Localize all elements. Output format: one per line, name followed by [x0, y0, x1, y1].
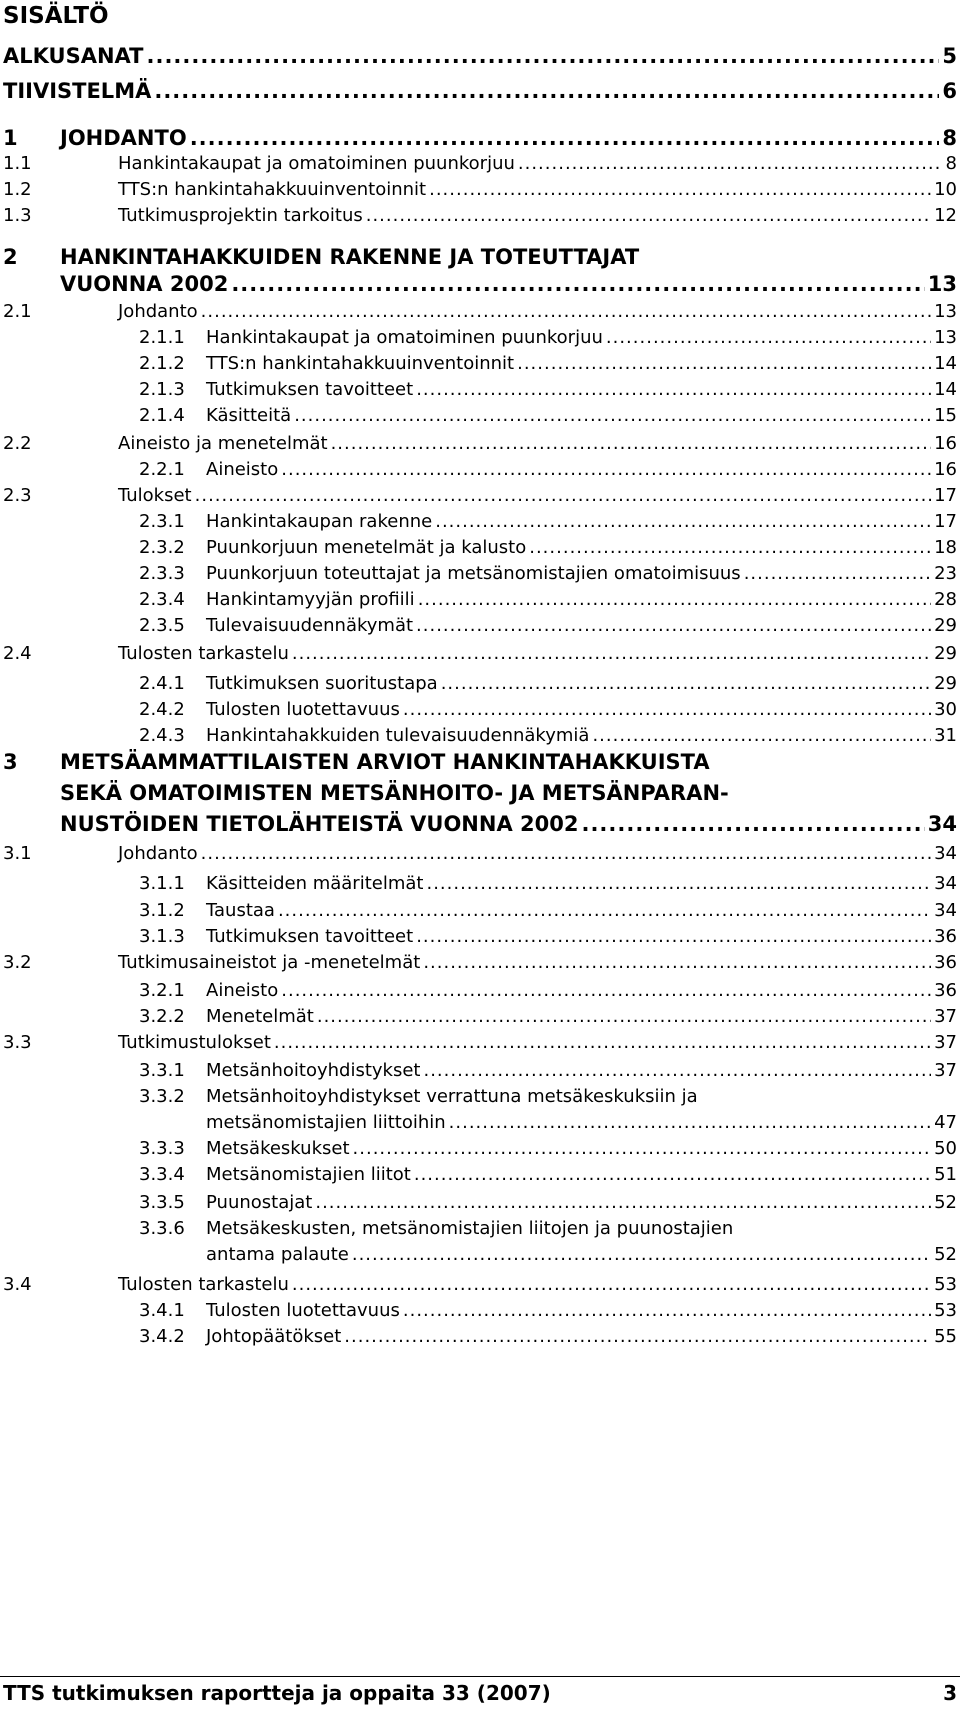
toc-entry-line[interactable]	[60, 779, 729, 807]
toc-leader-dots	[435, 508, 931, 536]
toc-entry-number: 3.4	[3, 1274, 32, 1295]
toc-entry-page: 13	[934, 301, 957, 322]
toc-entry-page: 14	[934, 379, 957, 400]
toc-leader-dots	[529, 534, 931, 562]
toc-entry-page: 51	[934, 1164, 957, 1185]
toc-entry[interactable]	[139, 586, 957, 614]
toc-leader-dots	[231, 270, 924, 298]
toc-leader-dots	[190, 124, 940, 152]
toc-entry-number: 2.1.2	[139, 353, 185, 374]
toc-entry[interactable]	[139, 670, 957, 698]
toc-entry-page: 28	[934, 589, 957, 610]
toc-entry[interactable]	[139, 324, 957, 352]
toc-entry-number: 2.1.3	[139, 379, 185, 400]
toc-leader-dots	[294, 402, 931, 430]
toc-entry-page: 5	[942, 44, 957, 68]
toc-leader-dots	[403, 696, 931, 724]
toc-entry-number: 2	[3, 245, 18, 269]
toc-entry-title: Metsäkeskukset	[206, 1138, 350, 1159]
toc-entry[interactable]	[3, 298, 957, 326]
toc-leader-dots	[317, 1003, 931, 1031]
toc-entry-title: Metsäkeskusten, metsänomistajien liitojen ja puunostajien	[206, 1218, 734, 1239]
toc-entry-title: metsänomistajien liittoihin	[206, 1112, 446, 1133]
toc-entry-title: Käsitteitä	[206, 405, 292, 426]
toc-entry-title: JOHDANTO	[60, 126, 187, 150]
toc-entry-number: 3.2.1	[139, 980, 185, 1001]
toc-entry-number: 3.4.1	[139, 1300, 185, 1321]
toc-leader-dots	[581, 810, 924, 838]
toc-entry-page: 36	[934, 952, 957, 973]
toc-entry-page: 16	[934, 459, 957, 480]
toc-entry-title: Puunostajat	[206, 1192, 313, 1213]
toc-entry-number: 3.1.1	[139, 873, 185, 894]
toc-entry[interactable]	[139, 1297, 957, 1325]
toc-entry[interactable]	[3, 77, 957, 105]
toc-entry-title: ALKUSANAT	[3, 44, 144, 68]
toc-entry-title: Tulosten tarkastelu	[118, 1274, 289, 1295]
toc-leader-dots	[414, 1161, 931, 1189]
toc-entry-line[interactable]	[139, 1215, 733, 1243]
toc-leader-dots	[278, 897, 931, 925]
toc-entry[interactable]	[139, 1135, 957, 1163]
toc-entry-page: 36	[934, 980, 957, 1001]
toc-entry-title: Tutkimusprojektin tarkoitus	[118, 205, 363, 226]
toc-entry-title: Hankintamyyjän profiili	[206, 589, 415, 610]
toc-entry-line[interactable]	[3, 243, 639, 271]
toc-entry[interactable]	[139, 1161, 957, 1189]
toc-entry-number: 2.3.2	[139, 537, 185, 558]
toc-entry-number: 3.1	[3, 843, 32, 864]
toc-entry-page: 17	[934, 485, 957, 506]
toc-entry[interactable]	[139, 897, 957, 925]
toc-entry-number: 3.3	[3, 1032, 32, 1053]
toc-entry-page: 8	[945, 153, 957, 174]
toc-leader-dots	[366, 202, 931, 230]
toc-entry-page: 13	[934, 327, 957, 348]
toc-entry-page: 36	[934, 926, 957, 947]
toc-leader-dots	[517, 350, 931, 378]
toc-entry-title: Tutkimusaineistot ja -menetelmät	[118, 952, 421, 973]
toc-entry[interactable]	[3, 430, 957, 458]
toc-entry[interactable]	[139, 350, 957, 378]
toc-entry-title: TTS:n hankintahakkuuinventoinnit	[206, 353, 515, 374]
toc-entry[interactable]	[3, 124, 957, 152]
toc-entry-number: 3.3.6	[139, 1218, 185, 1239]
toc-entry-page: 47	[934, 1112, 957, 1133]
toc-entry[interactable]	[139, 1323, 957, 1351]
toc-leader-dots	[292, 640, 931, 668]
toc-entry-page: 13	[927, 272, 957, 296]
toc-leader-dots	[606, 324, 931, 352]
toc-entry-title: Hankintakaupat ja omatoiminen puunkorjuu	[118, 153, 515, 174]
footer-publication: TTS tutkimuksen raportteja ja oppaita 33 (2007)	[3, 1681, 551, 1705]
toc-entry-title: HANKINTAHAKKUIDEN RAKENNE JA TOTEUTTAJAT	[60, 245, 640, 269]
toc-entry-page: 34	[927, 812, 957, 836]
toc-entry[interactable]	[3, 482, 957, 510]
toc-entry-number: 2.3.3	[139, 563, 185, 584]
toc-entry-number: 2.1	[3, 301, 32, 322]
toc-leader-dots	[201, 298, 931, 326]
toc-leader-dots	[353, 1135, 932, 1163]
toc-entry-number: 2.4	[3, 643, 32, 664]
toc-entry-title: Käsitteiden määritelmät	[206, 873, 424, 894]
toc-entry[interactable]	[139, 722, 957, 750]
page-title: SISÄLTÖ	[3, 3, 109, 29]
toc-entry-title: Tulosten luotettavuus	[206, 1300, 400, 1321]
toc-entry-line[interactable]	[3, 748, 710, 776]
toc-leader-dots	[281, 977, 931, 1005]
toc-entry-title: Johdanto	[118, 301, 198, 322]
toc-entry[interactable]	[139, 456, 957, 484]
toc-entry-page: 12	[934, 205, 957, 226]
toc-leader-dots	[441, 670, 931, 698]
toc-entry-title: antama palaute	[206, 1244, 349, 1265]
toc-entry[interactable]	[206, 1241, 957, 1269]
toc-entry-number: 2.3.1	[139, 511, 185, 532]
toc-entry-page: 52	[934, 1192, 957, 1213]
toc-entry-page: 15	[934, 405, 957, 426]
toc-leader-dots	[449, 1109, 931, 1137]
toc-entry-title: Aineisto ja menetelmät	[118, 433, 328, 454]
toc-entry-page: 53	[934, 1274, 957, 1295]
toc-entry-title: METSÄAMMATTILAISTEN ARVIOT HANKINTAHAKKUISTA	[60, 750, 710, 774]
toc-entry-page: 55	[934, 1326, 957, 1347]
toc-leader-dots	[154, 77, 939, 105]
toc-entry-page: 17	[934, 511, 957, 532]
toc-leader-dots	[352, 1241, 931, 1269]
toc-entry[interactable]	[3, 1271, 957, 1299]
toc-entry[interactable]	[3, 949, 957, 977]
toc-entry-page: 16	[934, 433, 957, 454]
toc-entry[interactable]	[139, 402, 957, 430]
toc-entry[interactable]	[3, 202, 957, 230]
toc-leader-dots	[331, 430, 932, 458]
toc-entry-number: 2.2	[3, 433, 32, 454]
toc-entry-title: Menetelmät	[206, 1006, 314, 1027]
toc-entry-title: Aineisto	[206, 459, 279, 480]
toc-leader-dots	[423, 949, 931, 977]
toc-entry[interactable]	[60, 270, 957, 298]
toc-entry-title: Puunkorjuun toteuttajat ja metsänomistajien omatoimisuus	[206, 563, 741, 584]
toc-leader-dots	[426, 870, 931, 898]
toc-entry-number: 3.1.3	[139, 926, 185, 947]
toc-entry-page: 34	[934, 873, 957, 894]
toc-entry[interactable]	[60, 810, 957, 838]
toc-entry[interactable]	[139, 1057, 957, 1085]
toc-entry-number: 2.1.1	[139, 327, 185, 348]
toc-entry-title: Tulevaisuudennäkymät	[206, 615, 414, 636]
toc-leader-dots	[274, 1029, 931, 1057]
toc-leader-dots	[423, 1057, 931, 1085]
toc-leader-dots	[147, 42, 940, 70]
toc-entry-title: VUONNA 2002	[60, 272, 229, 296]
toc-leader-dots	[315, 1189, 931, 1217]
toc-entry-title: Puunkorjuun menetelmät ja kalusto	[206, 537, 527, 558]
toc-entry[interactable]	[3, 1029, 957, 1057]
toc-entry-number: 2.3	[3, 485, 32, 506]
toc-entry-page: 31	[934, 725, 957, 746]
toc-entry[interactable]	[139, 696, 957, 724]
toc-entry[interactable]	[139, 923, 957, 951]
toc-entry[interactable]	[3, 150, 957, 178]
toc-leader-dots	[418, 586, 931, 614]
toc-entry-number: 3.2.2	[139, 1006, 185, 1027]
toc-entry-title: Tutkimuksen tavoitteet	[206, 926, 414, 947]
footer-page-number: 3	[943, 1681, 957, 1705]
toc-entry-page: 14	[934, 353, 957, 374]
toc-entry-number: 2.1.4	[139, 405, 185, 426]
toc-leader-dots	[429, 176, 931, 204]
toc-entry[interactable]	[139, 560, 957, 588]
toc-leader-dots	[195, 482, 931, 510]
toc-entry-number: 3.2	[3, 952, 32, 973]
toc-entry-page: 37	[934, 1060, 957, 1081]
toc-entry-title: NUSTÖIDEN TIETOLÄHTEISTÄ VUONNA 2002	[60, 812, 579, 836]
toc-entry-page: 10	[934, 179, 957, 200]
toc-entry[interactable]	[206, 1109, 957, 1137]
toc-entry-number: 3	[3, 750, 18, 774]
toc-entry-title: Metsänomistajien liitot	[206, 1164, 411, 1185]
toc-entry-number: 1.1	[3, 153, 32, 174]
toc-entry-page: 37	[934, 1006, 957, 1027]
toc-entry-page: 29	[934, 673, 957, 694]
toc-entry-title: Tulokset	[118, 485, 192, 506]
toc-entry-page: 29	[934, 615, 957, 636]
toc-entry-number: 3.3.2	[139, 1086, 185, 1107]
toc-entry-number: 3.3.4	[139, 1164, 185, 1185]
toc-leader-dots	[281, 456, 931, 484]
toc-entry-title: Tutkimuksen suoritustapa	[206, 673, 438, 694]
toc-entry-title: Aineisto	[206, 980, 279, 1001]
footer-divider	[0, 1676, 960, 1677]
toc-entry-number: 2.4.3	[139, 725, 185, 746]
toc-entry-title: Hankintakaupan rakenne	[206, 511, 433, 532]
toc-entry[interactable]	[139, 534, 957, 562]
toc-entry-line[interactable]	[139, 1083, 698, 1111]
toc-leader-dots	[344, 1323, 931, 1351]
toc-entry[interactable]	[139, 508, 957, 536]
toc-entry-page: 52	[934, 1244, 957, 1265]
toc-entry[interactable]	[139, 376, 957, 404]
toc-entry-number: 1	[3, 126, 18, 150]
toc-entry-title: Tulosten luotettavuus	[206, 699, 400, 720]
toc-leader-dots	[416, 612, 931, 640]
toc-entry-number: 3.3.1	[139, 1060, 185, 1081]
toc-entry-page: 37	[934, 1032, 957, 1053]
toc-entry-title: Johdanto	[118, 843, 198, 864]
toc-entry-title: TIIVISTELMÄ	[3, 79, 152, 103]
toc-entry-page: 8	[942, 126, 957, 150]
toc-entry-number: 2.3.4	[139, 589, 185, 610]
toc-leader-dots	[744, 560, 931, 588]
toc-entry-page: 30	[934, 699, 957, 720]
toc-entry-page: 6	[942, 79, 957, 103]
toc-entry-number: 1.3	[3, 205, 32, 226]
toc-entry-title: Tutkimuksen tavoitteet	[206, 379, 414, 400]
toc-entry[interactable]	[139, 1189, 957, 1217]
toc-entry-page: 34	[934, 900, 957, 921]
toc-entry-page: 18	[934, 537, 957, 558]
toc-entry-title: Tutkimustulokset	[118, 1032, 271, 1053]
toc-leader-dots	[592, 722, 931, 750]
toc-entry-title: Metsänhoitoyhdistykset	[206, 1060, 421, 1081]
toc-entry-title: Johtopäätökset	[206, 1326, 342, 1347]
toc-entry-number: 3.3.5	[139, 1192, 185, 1213]
toc-entry[interactable]	[3, 840, 957, 868]
toc-entry-number: 2.3.5	[139, 615, 185, 636]
toc-entry-page: 34	[934, 843, 957, 864]
toc-entry-title: Hankintakaupat ja omatoiminen puunkorjuu	[206, 327, 603, 348]
toc-entry-number: 1.2	[3, 179, 32, 200]
toc-entry-title: Hankintahakkuiden tulevaisuudennäkymiä	[206, 725, 590, 746]
toc-leader-dots	[292, 1271, 931, 1299]
toc-entry-number: 2.2.1	[139, 459, 185, 480]
toc-entry[interactable]	[139, 870, 957, 898]
toc-entry-title: Tulosten tarkastelu	[118, 643, 289, 664]
toc-entry[interactable]	[139, 977, 957, 1005]
toc-entry[interactable]	[3, 176, 957, 204]
toc-entry-number: 3.1.2	[139, 900, 185, 921]
toc-entry[interactable]	[139, 1003, 957, 1031]
toc-entry-title: Metsänhoitoyhdistykset verrattuna metsäkeskuksiin ja	[206, 1086, 698, 1107]
toc-entry[interactable]	[3, 42, 957, 70]
toc-leader-dots	[416, 923, 931, 951]
toc-leader-dots	[403, 1297, 931, 1325]
toc-entry-title: SEKÄ OMATOIMISTEN METSÄNHOITO- JA METSÄNPARAN-	[60, 781, 729, 805]
toc-entry-title: TTS:n hankintahakkuuinventoinnit	[118, 179, 427, 200]
toc-entry[interactable]	[139, 612, 957, 640]
toc-entry-page: 53	[934, 1300, 957, 1321]
toc-entry-number: 2.4.1	[139, 673, 185, 694]
toc-entry-number: 3.3.3	[139, 1138, 185, 1159]
toc-entry-number: 3.4.2	[139, 1326, 185, 1347]
toc-leader-dots	[416, 376, 931, 404]
toc-entry-page: 29	[934, 643, 957, 664]
toc-entry[interactable]	[3, 640, 957, 668]
toc-leader-dots	[518, 150, 943, 178]
toc-entry-page: 50	[934, 1138, 957, 1159]
toc-leader-dots	[201, 840, 931, 868]
toc-entry-title: Taustaa	[206, 900, 275, 921]
toc-entry-page: 23	[934, 563, 957, 584]
toc-entry-number: 2.4.2	[139, 699, 185, 720]
